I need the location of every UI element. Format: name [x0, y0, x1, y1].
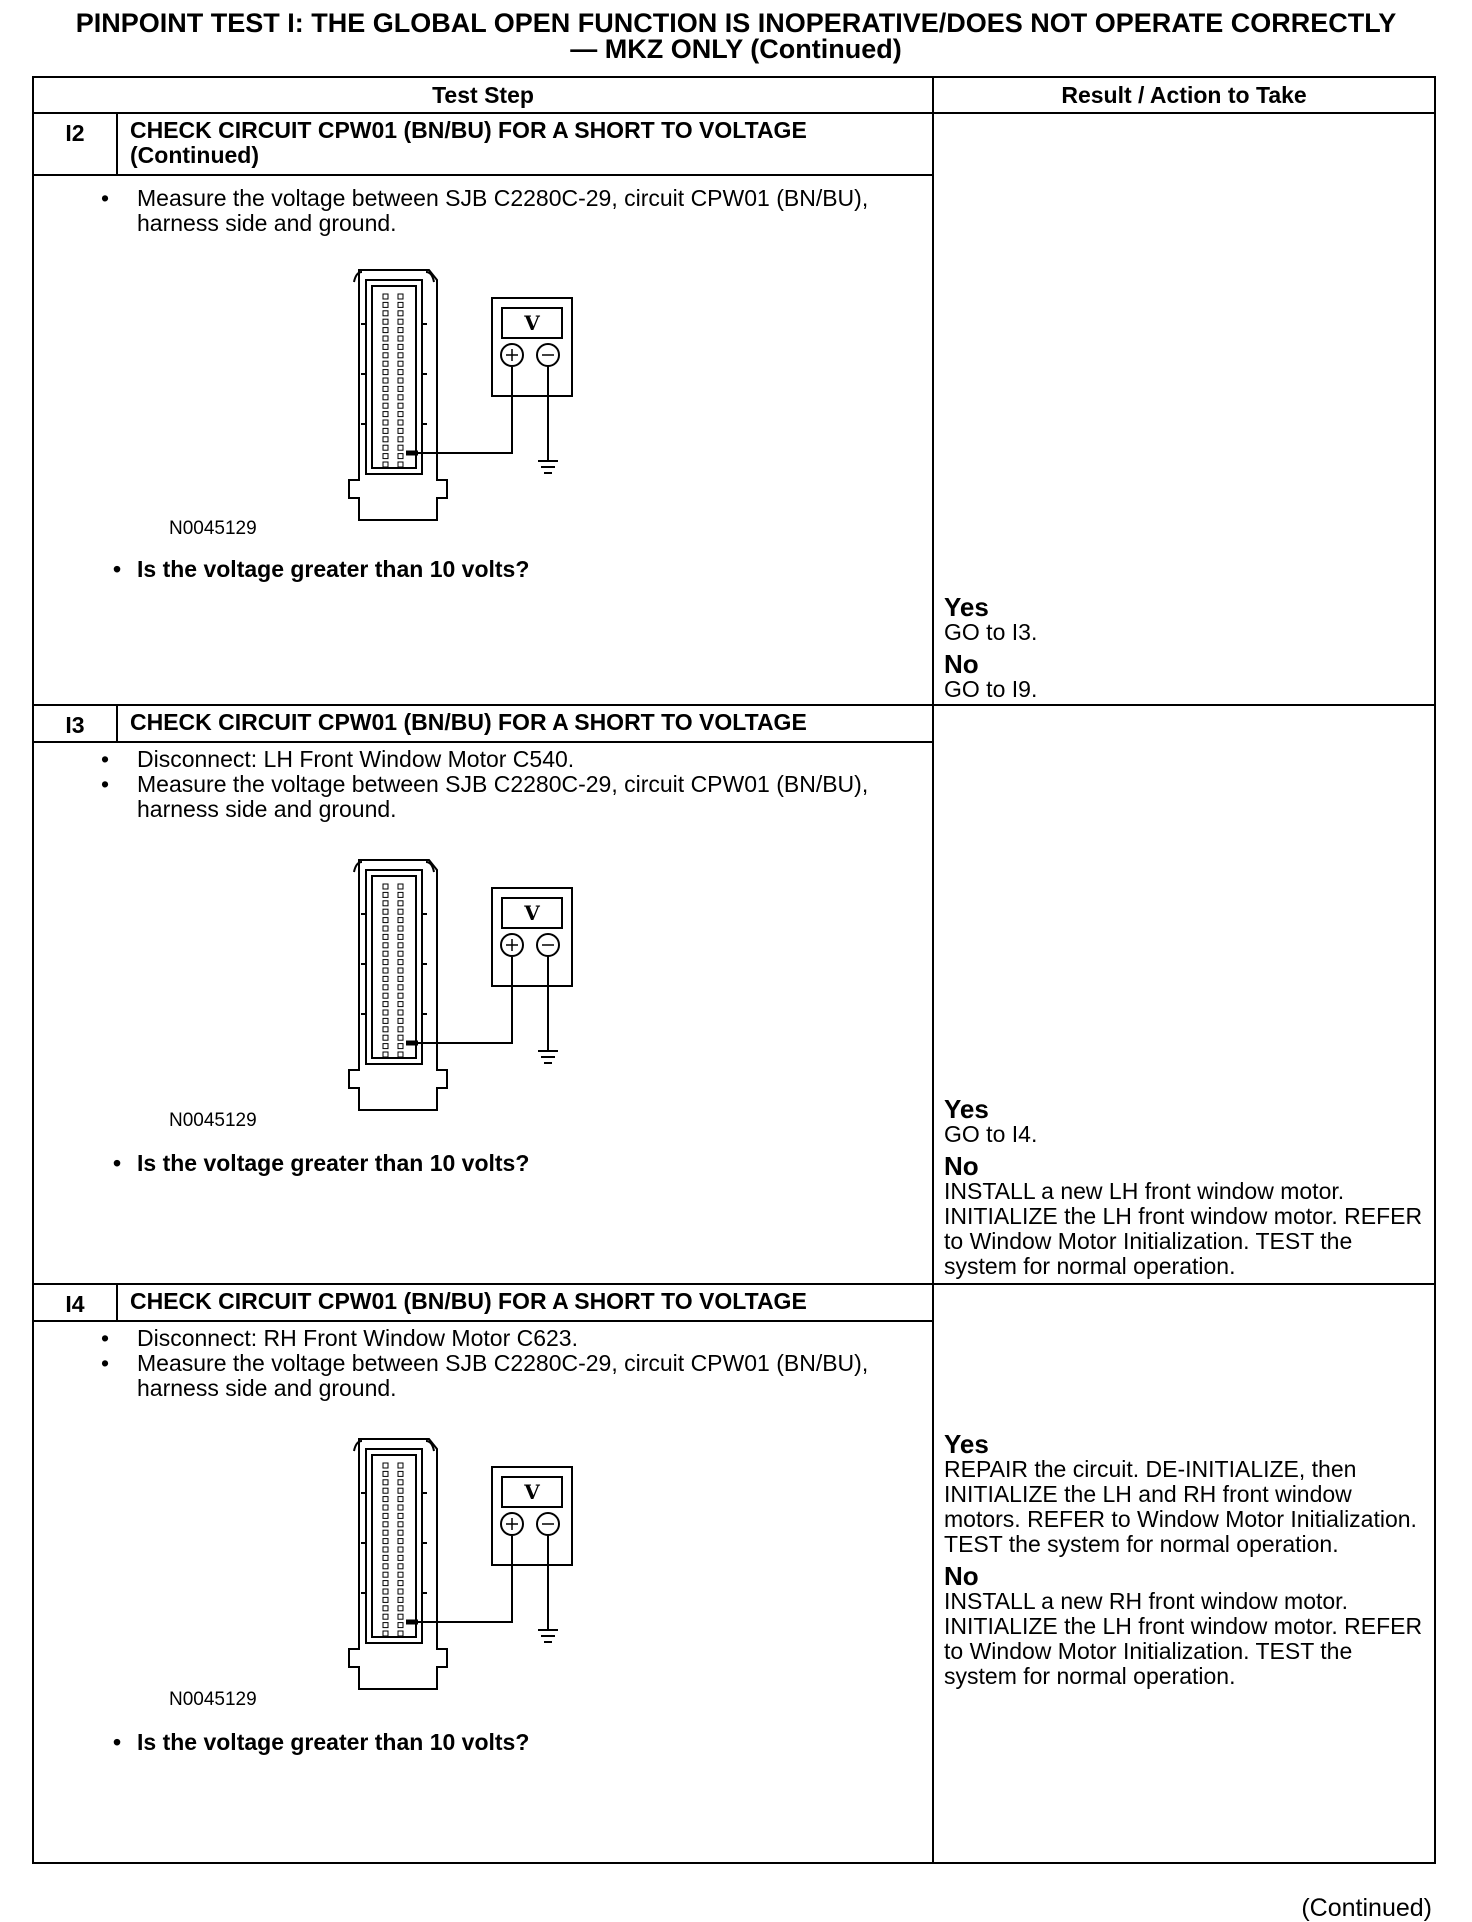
connector-pin — [398, 1631, 403, 1636]
connector-pin — [383, 1597, 388, 1602]
connector-pin — [383, 462, 388, 467]
connector-pin — [398, 1488, 403, 1493]
connector-rib — [361, 324, 427, 424]
connector-pin — [383, 1027, 388, 1032]
figure-id: N0045129 — [169, 1110, 257, 1131]
connector-pin — [398, 302, 403, 307]
connector-pin — [398, 901, 403, 906]
connector-rib — [361, 1493, 427, 1593]
connector-pin — [383, 420, 388, 425]
connector-pin — [383, 1572, 388, 1577]
connector-pin — [398, 909, 403, 914]
connector-pin — [383, 1547, 388, 1552]
step-number: I3 — [33, 705, 117, 742]
connector-pin — [398, 1052, 403, 1057]
title-line-2: — MKZ ONLY (Continued) — [570, 34, 902, 64]
step-heading: CHECK CIRCUIT CPW01 (BN/BU) FOR A SHORT TO VOLTAGE (Continued) — [117, 113, 933, 175]
connector-pin — [398, 428, 403, 433]
step-result — [933, 113, 1435, 705]
connector-pin — [398, 1597, 403, 1602]
connector-pin — [398, 344, 403, 349]
ground-icon — [538, 1630, 558, 1642]
connector-pin — [383, 1631, 388, 1636]
connector-pin — [398, 353, 403, 358]
connector-pin — [383, 1522, 388, 1527]
connector-pin — [383, 960, 388, 965]
connector-pin — [398, 403, 403, 408]
connector-pin — [383, 428, 388, 433]
connector-pin — [383, 378, 388, 383]
connector-pin — [383, 403, 388, 408]
bullet-item: • Measure the voltage between SJB C2280C-29, circuit CPW01 (BN/BU), harness side and ground. — [137, 772, 932, 822]
connector-pin — [398, 934, 403, 939]
connector-pin — [383, 336, 388, 341]
header-result: Result / Action to Take — [933, 77, 1435, 113]
connector-rib — [361, 914, 427, 1014]
connector-pin — [383, 1606, 388, 1611]
yes-text: GO to I3. — [944, 619, 1038, 645]
step-number: I4 — [33, 1284, 117, 1321]
no-text: GO to I9. — [944, 676, 1038, 702]
connector-pin — [383, 909, 388, 914]
figure-id: N0045129 — [169, 518, 257, 539]
step-result — [933, 705, 1435, 1284]
connector-pin — [398, 437, 403, 442]
connector-pin — [398, 445, 403, 450]
connector-pin — [398, 319, 403, 324]
voltmeter-label: V — [524, 901, 540, 925]
connector-pin — [383, 1581, 388, 1586]
step-question: • Is the voltage greater than 10 volts? — [34, 1150, 932, 1177]
step-row-i4 — [33, 1284, 1435, 1321]
connector-pin — [398, 1539, 403, 1544]
connector-pin — [383, 901, 388, 906]
positive-lead — [418, 1536, 512, 1622]
connector-pin — [383, 993, 388, 998]
connector-pin — [398, 918, 403, 923]
connector-pin — [398, 1530, 403, 1535]
connector-pin — [398, 294, 403, 299]
step-heading: CHECK CIRCUIT CPW01 (BN/BU) FOR A SHORT TO VOLTAGE — [117, 705, 933, 742]
connector-body — [366, 280, 422, 474]
connector-pin — [383, 294, 388, 299]
connector-pin — [383, 1623, 388, 1628]
no-label: No — [944, 1561, 979, 1591]
positive-lead — [418, 367, 512, 453]
connector-pin — [398, 395, 403, 400]
connector-pin — [398, 1623, 403, 1628]
connector-pin — [398, 1572, 403, 1577]
step-question: • Is the voltage greater than 10 volts? — [34, 1729, 932, 1756]
connector-pin — [383, 319, 388, 324]
connector-pin — [398, 892, 403, 897]
step-row-i3 — [33, 705, 1435, 742]
yes-label: Yes — [944, 592, 989, 622]
connector-pin — [383, 1035, 388, 1040]
connector-pin — [383, 976, 388, 981]
connector-pin — [383, 1497, 388, 1502]
connector-pin — [383, 951, 388, 956]
connector-pin — [398, 926, 403, 931]
step-question: • Is the voltage greater than 10 volts? — [34, 556, 932, 583]
step-body — [33, 742, 933, 1284]
connector-pin — [398, 1497, 403, 1502]
connector-pin — [383, 1480, 388, 1485]
connector-pin — [398, 378, 403, 383]
no-label: No — [944, 1151, 979, 1181]
connector-pin — [383, 918, 388, 923]
no-text: INSTALL a new RH front window motor. INITIALIZE the LH front window motor. REFER to Window Motor Initialization. TEST the system for normal operation. — [944, 1588, 1423, 1689]
connector-figure — [144, 264, 664, 522]
voltmeter-label: V — [524, 1480, 540, 1504]
connector-pin — [398, 336, 403, 341]
connector-pin — [398, 386, 403, 391]
no-text: INSTALL a new LH front window motor. INITIALIZE the LH front window motor. REFER to Window Motor Initialization. TEST the system for normal operation. — [944, 1178, 1423, 1279]
connector-diagram — [144, 854, 664, 1112]
bullet-list — [34, 1326, 932, 1401]
figure-id: N0045129 — [169, 1689, 257, 1710]
ground-icon — [538, 1051, 558, 1063]
connector-pin — [383, 370, 388, 375]
connector-pin — [383, 328, 388, 333]
connector-pin — [383, 1513, 388, 1518]
connector-pin — [398, 1547, 403, 1552]
pinpoint-test-table — [32, 76, 1436, 1864]
connector-body — [366, 870, 422, 1064]
bullet-item: • Measure the voltage between SJB C2280C-29, circuit CPW01 (BN/BU), harness side and ground. — [137, 1351, 932, 1401]
connector-pin — [383, 1044, 388, 1049]
no-label: No — [944, 649, 979, 679]
connector-pin — [398, 1581, 403, 1586]
connector-diagram — [144, 264, 664, 522]
connector-figure — [144, 854, 664, 1112]
connector-pin — [398, 370, 403, 375]
connector-pin — [398, 1522, 403, 1527]
step-row-i2 — [33, 113, 1435, 175]
connector-pin — [398, 1480, 403, 1485]
bullet-list — [34, 747, 932, 822]
connector-pin — [398, 1614, 403, 1619]
yes-label: Yes — [944, 1429, 989, 1459]
connector-pin — [398, 1589, 403, 1594]
connector-inner — [372, 286, 416, 468]
connector-pin — [383, 1555, 388, 1560]
connector-pin — [383, 386, 388, 391]
connector-pin — [383, 1488, 388, 1493]
plus-icon — [506, 939, 518, 951]
connector-pin — [398, 1513, 403, 1518]
connector-pin — [383, 934, 388, 939]
connector-pin — [398, 1035, 403, 1040]
yes-label: Yes — [944, 1094, 989, 1124]
step-body — [33, 1321, 933, 1863]
connector-inner — [372, 1455, 416, 1637]
connector-pin — [398, 993, 403, 998]
connector-pin — [383, 395, 388, 400]
step-number: I2 — [33, 113, 117, 175]
positive-lead — [418, 957, 512, 1043]
voltmeter-label: V — [524, 311, 540, 335]
connector-pin — [383, 361, 388, 366]
ground-icon — [538, 461, 558, 473]
connector-pin — [398, 462, 403, 467]
connector-pin — [398, 960, 403, 965]
bullet-item: • Disconnect: RH Front Window Motor C623. — [137, 1326, 932, 1351]
connector-body — [366, 1449, 422, 1643]
connector-pin — [398, 1018, 403, 1023]
connector-pin — [383, 1614, 388, 1619]
connector-pin — [383, 1530, 388, 1535]
connector-pin — [383, 985, 388, 990]
step-body — [33, 175, 933, 705]
connector-pin — [398, 1555, 403, 1560]
connector-pin — [383, 454, 388, 459]
connector-pin — [398, 420, 403, 425]
connector-pin — [383, 1463, 388, 1468]
connector-pin — [398, 1002, 403, 1007]
bullet-item: • Disconnect: LH Front Window Motor C540. — [137, 747, 932, 772]
step-heading: CHECK CIRCUIT CPW01 (BN/BU) FOR A SHORT TO VOLTAGE — [117, 1284, 933, 1321]
connector-pin — [398, 1044, 403, 1049]
connector-pin — [383, 884, 388, 889]
connector-pin — [398, 1564, 403, 1569]
connector-pin — [398, 328, 403, 333]
connector-pin — [398, 976, 403, 981]
connector-pin — [383, 412, 388, 417]
plus-icon — [506, 349, 518, 361]
connector-pin — [398, 1606, 403, 1611]
connector-diagram — [144, 1433, 664, 1691]
connector-pin — [383, 311, 388, 316]
connector-pin — [383, 1010, 388, 1015]
connector-pin — [398, 412, 403, 417]
connector-pin — [398, 361, 403, 366]
yes-text: REPAIR the circuit. DE-INITIALIZE, then INITIALIZE the LH and RH front window motors. REFER to Window Motor Initialization. TEST the system for normal operation. — [944, 1456, 1417, 1557]
connector-pin — [398, 311, 403, 316]
connector-pin — [383, 968, 388, 973]
connector-pin — [398, 1463, 403, 1468]
step-result — [933, 1284, 1435, 1863]
connector-pin — [398, 1471, 403, 1476]
title-line-1: PINPOINT TEST I: THE GLOBAL OPEN FUNCTION IS INOPERATIVE/DOES NOT OPERATE CORRECTLY — [75, 8, 1397, 38]
connector-pin — [383, 445, 388, 450]
connector-figure — [144, 1433, 664, 1691]
connector-pin — [398, 1027, 403, 1032]
connector-pin — [383, 1539, 388, 1544]
connector-pin — [398, 985, 403, 990]
bullet-list — [34, 186, 932, 236]
connector-pin — [398, 1505, 403, 1510]
header-test-step: Test Step — [33, 77, 933, 113]
connector-pin — [383, 302, 388, 307]
connector-pin — [383, 1018, 388, 1023]
connector-pin — [383, 353, 388, 358]
connector-pin — [398, 1010, 403, 1015]
table-header-row — [33, 77, 1435, 113]
yes-text: GO to I4. — [944, 1121, 1038, 1147]
page-title — [0, 10, 1472, 62]
connector-pin — [383, 437, 388, 442]
connector-pin — [383, 1052, 388, 1057]
connector-pin — [383, 344, 388, 349]
continued-note: (Continued) — [1301, 1894, 1432, 1922]
plus-icon — [506, 1518, 518, 1530]
connector-pin — [398, 454, 403, 459]
connector-pin — [398, 968, 403, 973]
connector-pin — [383, 926, 388, 931]
connector-pin — [383, 1002, 388, 1007]
connector-inner — [372, 876, 416, 1058]
connector-pin — [398, 951, 403, 956]
connector-pin — [383, 1471, 388, 1476]
connector-pin — [398, 943, 403, 948]
connector-pin — [383, 1589, 388, 1594]
connector-pin — [383, 1505, 388, 1510]
connector-pin — [383, 1564, 388, 1569]
bullet-item: • Measure the voltage between SJB C2280C-29, circuit CPW01 (BN/BU), harness side and ground. — [137, 186, 932, 236]
connector-pin — [398, 884, 403, 889]
connector-pin — [383, 892, 388, 897]
connector-pin — [383, 943, 388, 948]
